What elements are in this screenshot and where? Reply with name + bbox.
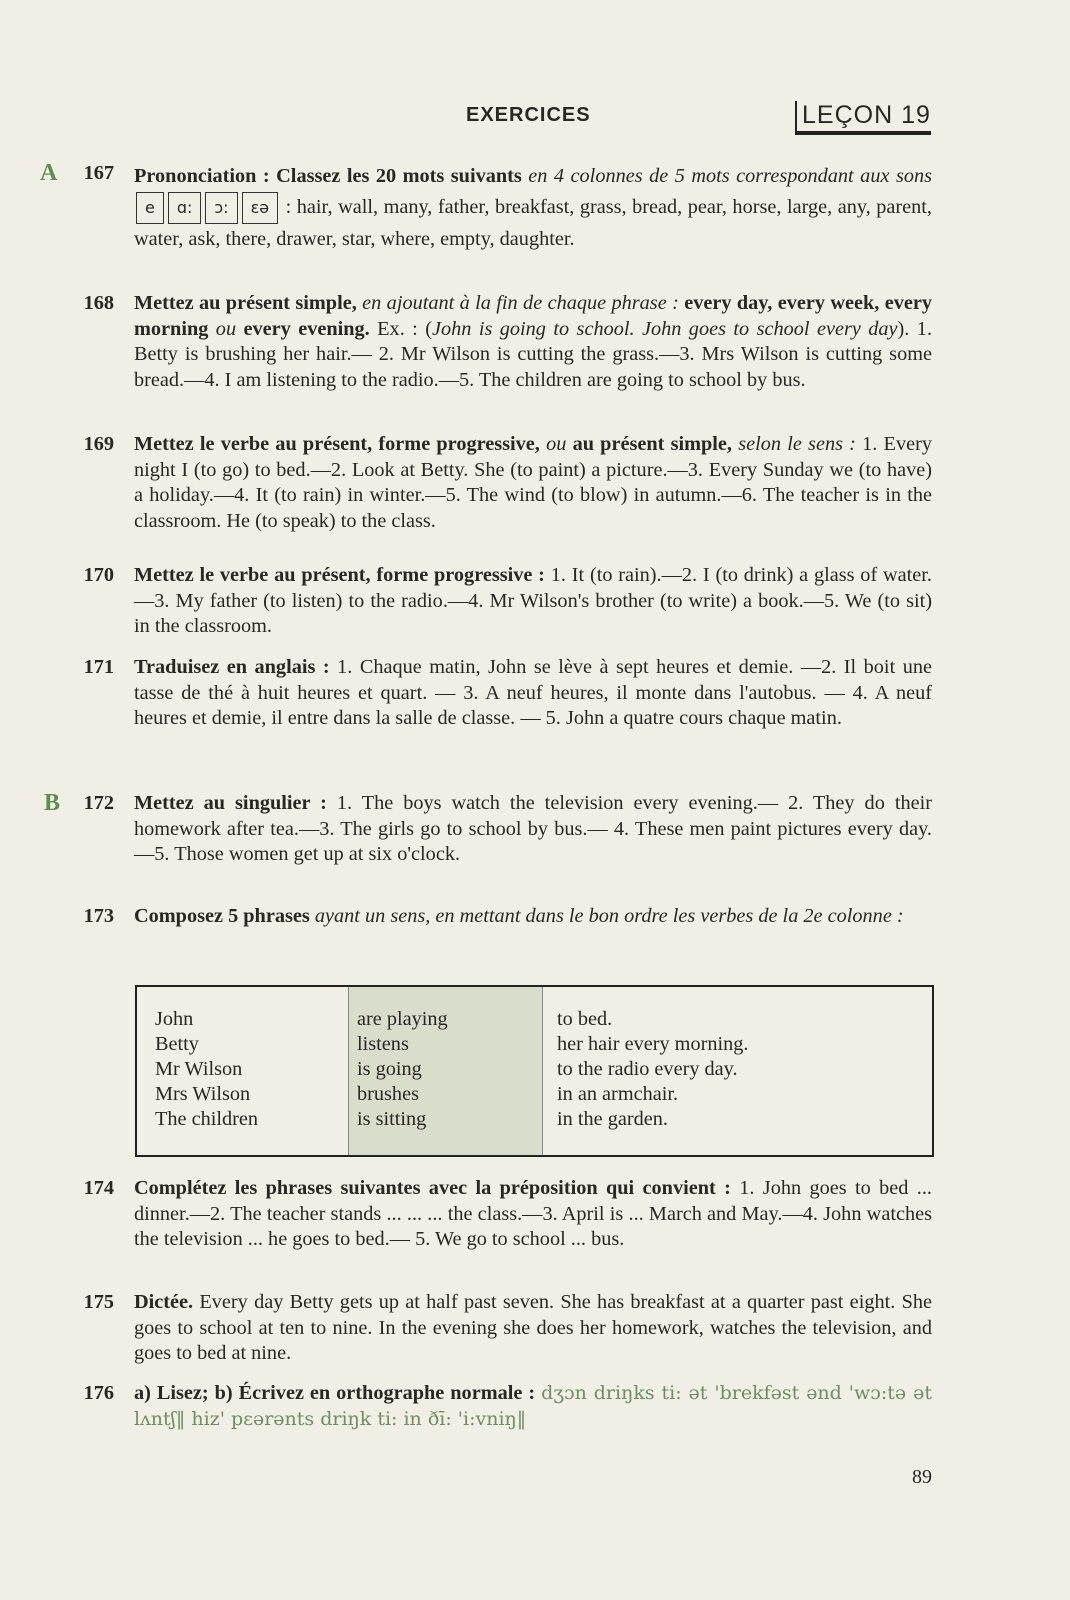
- phonetic-transcription: dʒɔn driŋks ti: ət 'brekfəst ənd 'wɔ:tə ət lʌntʃ‖ hiz' pɛərənts driŋk ti: in ðī: 'i:vniŋ‖: [134, 1382, 932, 1430]
- word-list: : hair, wall, many, father, breakfast, grass, bread, pear, horse, large, any, parent, water, ask, there, drawer, star, where, empty, daughter.: [134, 196, 932, 251]
- exercise-body: [134, 1290, 932, 1367]
- exercise-body: [134, 655, 932, 732]
- exercise-number: 167: [83, 162, 114, 184]
- phoneme-box: ɛə: [242, 192, 279, 224]
- table-cell: Mr Wilson: [155, 1058, 243, 1080]
- exercise-sentences: 1. Betty is brushing her hair.— 2. Mr Wilson is cutting the grass.—3. Mrs Wilson is cutting some bread.—4. I am listening to the radio.—5. The children are going to school by bus.: [134, 317, 933, 391]
- complements-column: [557, 987, 927, 1155]
- exercise-instruction-b: b) Écrivez en orthographe normale :: [214, 1382, 536, 1404]
- exercise-instruction: Dictée.: [134, 1291, 194, 1313]
- table-cell: Mrs Wilson: [155, 1083, 251, 1105]
- phoneme-box: ɑ:: [168, 192, 202, 224]
- exercise-sentences: 1. Every night I (to go) to bed.—2. Look at Betty. She (to paint) a picture.—3. Every Sunday we (to have) a holiday.—4. It (to rain) in winter.—5. The wind (to blow) in autumn.—6. The teacher is in the classroom. He (to speak) to the class.: [134, 433, 932, 532]
- time-expression: every evening.: [243, 317, 370, 340]
- phoneme-box: e: [136, 192, 164, 224]
- exercise-body: [134, 432, 932, 534]
- phoneme-box: ɔ:: [205, 192, 237, 224]
- exercise-sentences: 1. The boys watch the television every evening.— 2. They do their homework after tea.—3. The girls go to school by bus.— 4. These men paint pictures every day.—5. Those women get up at six o'clock.: [134, 792, 932, 865]
- table-cell: in an armchair.: [557, 1083, 679, 1105]
- table-cell: John: [155, 1008, 194, 1030]
- sentence-builder-table: [135, 985, 934, 1157]
- table-cell: listens: [357, 1033, 409, 1055]
- page-header-title: EXERCICES: [466, 104, 591, 126]
- exercise-instruction: Composez 5 phrases: [134, 905, 310, 927]
- section-marker-a: A: [40, 160, 58, 186]
- example-text: John is going to school. John goes to school every day: [431, 317, 898, 340]
- conjunction: ou: [546, 433, 567, 455]
- exercise-number: 168: [83, 292, 114, 314]
- verbs-column: [348, 987, 543, 1155]
- exercise-number: 174: [83, 1177, 114, 1199]
- exercise-sentences: 1. John goes to bed ... dinner.—2. The teacher stands ... ... ... the class.—3. April is ... March and May.—4. John watches the television ... he goes to bed.— 5. We go to school ... bus.: [134, 1177, 932, 1250]
- exercise-instruction-italic: selon le sens :: [738, 433, 856, 455]
- table-cell: are playing: [357, 1008, 448, 1030]
- exercise-body: [134, 161, 932, 255]
- exercise-instruction-italic: ayant un sens, en mettant dans le bon ordre les verbes de la 2e colonne :: [314, 905, 904, 927]
- dictation-text: Every day Betty gets up at half past seven. She has breakfast at a quarter past eight. She goes to school at ten to nine. In the evening she does her homework, watches the television, and goes to bed at nine.: [134, 1291, 932, 1364]
- table-cell: Betty: [155, 1033, 199, 1055]
- table-cell: brushes: [357, 1083, 419, 1105]
- time-expressions: every day, every week, every morning: [134, 292, 933, 340]
- exercise-instruction: Mettez au singulier :: [134, 792, 327, 814]
- lesson-label-text: LEÇON 19: [802, 101, 931, 129]
- table-cell: her hair every morning.: [557, 1033, 749, 1055]
- exercise-body: [134, 291, 932, 393]
- exercise-instruction-italic: en 4 colonnes de 5 mots correspondant aux sons: [528, 165, 933, 187]
- exercise-number: 171: [83, 656, 114, 678]
- conjunction: ou: [215, 317, 237, 340]
- exercise-number: 173: [83, 905, 114, 927]
- exercise-body: [134, 791, 932, 868]
- exercise-instruction-a: a) Lisez;: [134, 1382, 209, 1404]
- example-close: ).: [897, 317, 910, 340]
- exercise-number: 176: [83, 1382, 114, 1404]
- table-cell: is sitting: [357, 1108, 427, 1130]
- table-cell: is going: [357, 1058, 422, 1080]
- example-label: Ex. : (: [377, 317, 432, 340]
- table-cell: The children: [155, 1108, 259, 1130]
- exercise-instruction: Mettez au présent simple,: [134, 292, 357, 314]
- exercise-number: 169: [83, 433, 114, 455]
- table-cell: to the radio every day.: [557, 1058, 738, 1080]
- exercise-body: [134, 563, 932, 640]
- exercise-instruction-italic: en ajoutant à la fin de chaque phrase :: [362, 292, 679, 314]
- exercise-instruction: Traduisez en anglais :: [134, 656, 330, 678]
- table-cell: in the garden.: [557, 1108, 668, 1130]
- lesson-label: [795, 101, 931, 135]
- exercise-sentences: 1. It (to rain).—2. I (to drink) a glass of water.—3. My father (to listen) to the radio.—4. Mr Wilson's brother (to write) a book.—5. We (to sit) in the classroom.: [134, 564, 932, 637]
- exercise-instruction: Prononciation : Classez les 20 mots suivants: [134, 165, 522, 187]
- exercise-number: 175: [83, 1291, 114, 1313]
- exercise-body: [134, 904, 932, 930]
- exercise-instruction: Mettez le verbe au présent, forme progressive,: [134, 433, 540, 455]
- exercise-number: 170: [83, 564, 114, 586]
- exercise-body: [134, 1176, 932, 1253]
- page-number: 89: [912, 1466, 932, 1488]
- exercise-number: 172: [83, 792, 114, 814]
- exercise-sentences: 1. Chaque matin, John se lève à sept heures et demie. —2. Il boit une tasse de thé à huit heures et quart. — 3. A neuf heures, il monte dans l'autobus. — 4. A neuf heures et demie, il entre dans la salle de classe. — 5. John a quatre cours chaque matin.: [134, 656, 932, 729]
- exercise-instruction: Complétez les phrases suivantes avec la préposition qui convient :: [134, 1177, 731, 1199]
- section-marker-b: B: [44, 790, 61, 816]
- exercise-instruction: Mettez le verbe au présent, forme progressive :: [134, 564, 545, 586]
- exercise-body: [134, 1381, 932, 1432]
- table-cell: to bed.: [557, 1008, 613, 1030]
- subjects-column: [155, 987, 340, 1155]
- exercise-instruction-2: au présent simple,: [572, 433, 732, 455]
